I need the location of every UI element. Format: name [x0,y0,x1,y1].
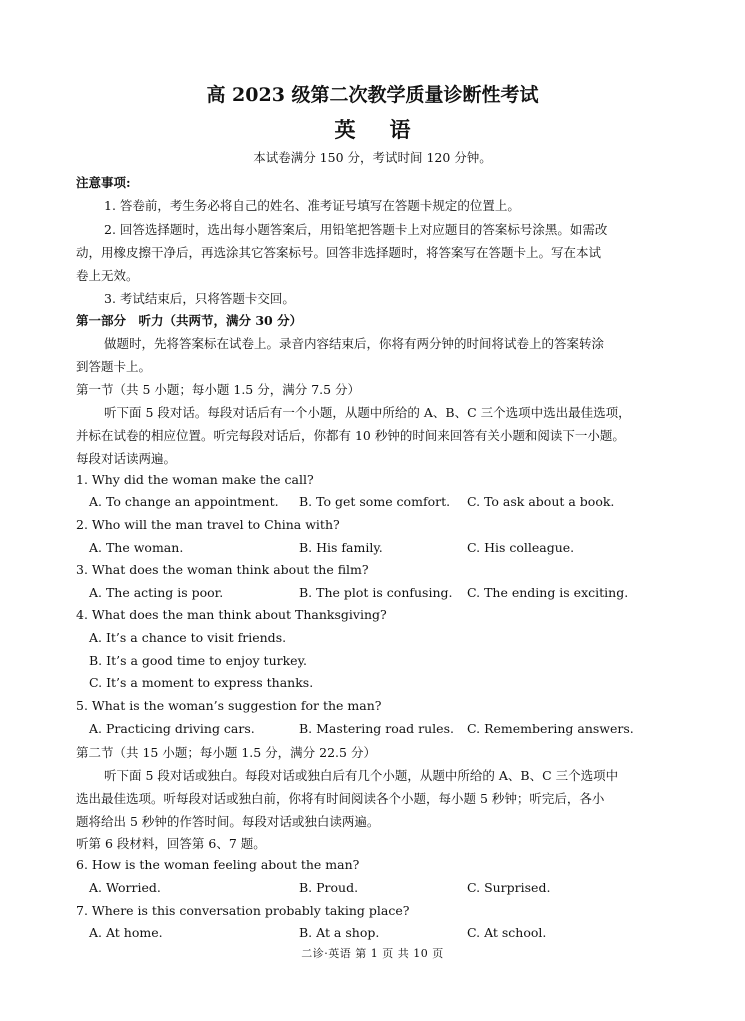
section1-intro-line-2: 并标在试卷的相应位置。听完每段对话后，你都有 10 秒钟的时间来回答有关小题和阅读下一小题。 [76,428,625,443]
question-7-stem: 7. Where is this conversation probably taking place? [76,903,410,918]
notice-heading: 注意事项: [76,175,131,190]
part1-intro-line-1: 做题时，先将答案标在试卷上。录音内容结束后，你将有两分钟的时间将试卷上的答案转涂 [104,336,605,351]
question-1-option-b: B. To get some comfort. [299,494,451,509]
part1-heading: 第一部分 听力（共两节，满分 30 分） [76,313,303,328]
section1-intro-line-3: 每段对话读两遍。 [76,451,177,466]
exam-title: 高 2023 级第二次教学质量诊断性考试 [206,84,539,106]
notice-item-2-line-2: 动，用橡皮擦干净后，再选涂其它答案标号。回答非选择题时，将答案写在答题卡上。写在本试 [76,245,602,260]
question-7-option-c: C. At school. [467,925,547,940]
part1-intro-line-2: 到答题卡上。 [76,359,152,374]
question-1-stem: 1. Why did the woman make the call? [76,472,314,487]
question-6-option-b: B. Proud. [299,880,359,895]
notice-item-2-line-1: 2. 回答选择题时，选出每小题答案后，用铅笔把答题卡上对应题目的答案标号涂黑。如需改 [104,222,608,237]
notice-item-2-line-3: 卷上无效。 [76,268,139,283]
section2-intro-line-1: 听下面 5 段对话或独白。每段对话或独白后有几个小题，从题中所给的 A、B、C 三个选项中 [104,768,619,783]
question-6-option-a: A. Worried. [89,880,161,895]
page-footer: 二诊·英语 第 1 页 共 10 页 [301,947,444,960]
notice-item-1: 1. 答卷前，考生务必将自己的姓名、准考证号填写在答题卡规定的位置上。 [104,198,520,213]
question-5-option-c: C. Remembering answers. [467,721,634,736]
material-6-instruction: 听第 6 段材料，回答第 6、7 题。 [76,836,266,851]
exam-info: 本试卷满分 150 分，考试时间 120 分钟。 [253,150,492,165]
question-3-option-b: B. The plot is confusing. [299,585,453,600]
question-2-stem: 2. Who will the man travel to China with? [76,517,340,532]
question-3-option-a: A. The acting is poor. [89,585,224,600]
question-4-stem: 4. What does the man think about Thanksgiving? [76,607,387,622]
question-3-stem: 3. What does the woman think about the film? [76,562,369,577]
question-4-option-a: A. It’s a chance to visit friends. [89,630,287,645]
question-4-option-c: C. It’s a moment to express thanks. [89,675,314,690]
question-5-option-b: B. Mastering road rules. [299,721,454,736]
question-5-option-a: A. Practicing driving cars. [89,721,255,736]
question-1-option-a: A. To change an appointment. [89,494,279,509]
question-2-option-c: C. His colleague. [467,540,575,555]
question-4-option-b: B. It’s a good time to enjoy turkey. [89,653,307,668]
section2-heading: 第二节（共 15 小题；每小题 1.5 分，满分 22.5 分） [76,745,376,760]
subject-title: 英语 [334,117,445,142]
section2-intro-line-3: 题将给出 5 秒钟的作答时间。每段对话或独白读两遍。 [76,814,380,829]
section1-intro-line-1: 听下面 5 段对话。每段对话后有一个小题，从题中所给的 A、B、C 三个选项中选出最佳选项， [104,405,631,420]
section1-heading: 第一节（共 5 小题；每小题 1.5 分，满分 7.5 分） [76,382,361,397]
notice-item-3: 3. 考试结束后，只将答题卡交回。 [104,291,295,306]
question-7-option-a: A. At home. [89,925,163,940]
question-5-stem: 5. What is the woman’s suggestion for the man? [76,698,382,713]
question-2-option-b: B. His family. [299,540,383,555]
question-3-option-c: C. The ending is exciting. [467,585,629,600]
question-6-stem: 6. How is the woman feeling about the man? [76,857,360,872]
question-7-option-b: B. At a shop. [299,925,380,940]
question-2-option-a: A. The woman. [89,540,184,555]
section2-intro-line-2: 选出最佳选项。听每段对话或独白前，你将有时间阅读各个小题，每小题 5 秒钟；听完后，各小 [76,791,605,806]
question-6-option-c: C. Surprised. [467,880,551,895]
question-1-option-c: C. To ask about a book. [467,494,615,509]
